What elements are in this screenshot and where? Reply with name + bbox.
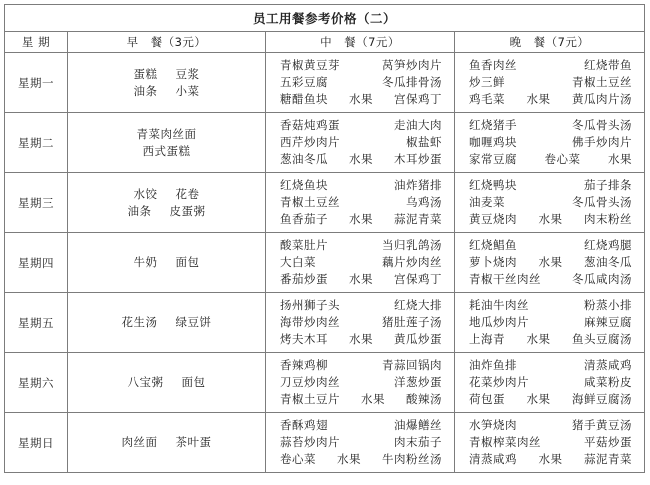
dish-line xyxy=(68,186,265,203)
dish-name: 红烧猪手 xyxy=(469,118,517,132)
table-row xyxy=(5,413,645,473)
dish-name: 猪手黄豆汤 xyxy=(572,418,633,432)
dish-name: 当归乳鸽汤 xyxy=(382,238,442,252)
dish-name: 扬州狮子头 xyxy=(280,298,340,312)
dish-name: 黄豆烧肉 xyxy=(469,212,517,226)
dish-line xyxy=(455,451,644,468)
dish-name: 清蒸咸鸡 xyxy=(584,358,633,372)
dish-name: 炒三鲜 xyxy=(469,75,505,89)
dish-name: 青菜肉丝面 xyxy=(136,126,197,141)
table-row xyxy=(5,173,645,233)
dish-name: 走油大肉 xyxy=(394,118,442,132)
dish-name: 上海青 xyxy=(469,332,505,346)
lunch-cell xyxy=(266,113,455,173)
dish-name: 乌鸡汤 xyxy=(406,195,442,209)
dish-name: 鱼香肉丝 xyxy=(469,58,517,72)
dish-line xyxy=(266,357,454,374)
dish-line xyxy=(455,177,644,194)
lunch-cell xyxy=(266,413,455,473)
dish-line xyxy=(68,314,265,331)
dish-line xyxy=(455,297,644,314)
dish-name: 豆浆 xyxy=(175,66,200,81)
dish-name: 水果 xyxy=(349,92,373,106)
dish-name: 花卷 xyxy=(175,186,200,201)
header-breakfast: 早 餐（3元） xyxy=(68,32,266,53)
table-row xyxy=(5,233,645,293)
dish-name: 番茄炒蛋 xyxy=(280,272,328,286)
dish-name: 冬瓜骨头汤 xyxy=(572,195,633,209)
dish-name: 青椒土豆丝 xyxy=(280,195,340,209)
dish-name: 香酥鸡翅 xyxy=(280,418,328,432)
dish-line xyxy=(266,374,454,391)
dish-name: 黄瓜炒蛋 xyxy=(394,332,442,346)
dish-line xyxy=(266,254,454,271)
dish-name: 刀豆炒肉丝 xyxy=(280,375,340,389)
day-cell: 星期日 xyxy=(5,413,68,473)
dish-name: 水果 xyxy=(538,255,563,269)
dish-name: 牛肉粉丝汤 xyxy=(382,452,442,466)
dish-line xyxy=(266,271,454,288)
dish-name: 水果 xyxy=(526,392,551,406)
dish-line xyxy=(266,237,454,254)
dinner-cell xyxy=(455,353,645,413)
dish-name: 花生汤 xyxy=(121,315,158,329)
dish-line xyxy=(68,203,265,220)
dish-line xyxy=(455,417,644,434)
dish-name: 油条 xyxy=(133,83,158,98)
dish-line xyxy=(455,211,644,228)
table-row xyxy=(5,113,645,173)
dish-name: 皮蛋粥 xyxy=(169,203,206,218)
dish-name: 莴笋炒肉片 xyxy=(382,58,442,72)
dish-name: 咸菜粉皮 xyxy=(584,375,633,389)
dish-name: 蛋糕 xyxy=(133,66,158,81)
dish-name: 西芹炒肉片 xyxy=(280,135,340,149)
dinner-cell xyxy=(455,113,645,173)
dish-name: 青椒土豆片 xyxy=(280,392,340,406)
dish-line xyxy=(455,357,644,374)
dinner-cell xyxy=(455,293,645,353)
dish-line xyxy=(68,374,265,391)
dish-name: 水果 xyxy=(349,332,373,346)
dish-name: 鱼香茄子 xyxy=(280,212,328,226)
dish-name: 水笋烧肉 xyxy=(469,418,517,432)
dish-name: 水果 xyxy=(349,212,373,226)
dish-line xyxy=(455,151,644,168)
dish-name: 咖喱鸡块 xyxy=(469,135,517,149)
dish-line xyxy=(266,297,454,314)
dish-name: 水果 xyxy=(349,272,373,286)
dish-name: 青椒黄豆芽 xyxy=(280,58,340,72)
dish-name: 红烧鲳鱼 xyxy=(469,238,517,252)
dinner-cell xyxy=(455,53,645,113)
dish-name: 水果 xyxy=(608,152,632,166)
dish-name: 红烧鱼块 xyxy=(280,178,328,192)
dish-name: 八宝粥 xyxy=(127,375,164,389)
lunch-cell xyxy=(266,173,455,233)
dish-name: 麻辣豆腐 xyxy=(584,315,633,329)
dish-name: 粉蒸小排 xyxy=(584,298,633,312)
dish-name: 水果 xyxy=(337,452,361,466)
dish-name: 藕片炒肉丝 xyxy=(382,255,442,269)
dish-name: 花菜炒肉片 xyxy=(469,375,529,389)
table-body xyxy=(5,53,645,473)
dish-name: 蒜泥青菜 xyxy=(584,452,632,466)
dish-line xyxy=(266,211,454,228)
dish-line xyxy=(455,374,644,391)
dish-line xyxy=(266,417,454,434)
dish-line xyxy=(266,117,454,134)
dish-name: 肉末粉丝 xyxy=(584,212,632,226)
dish-name: 宫保鸡丁 xyxy=(394,92,442,106)
dish-name: 肉丝面 xyxy=(121,435,158,449)
dish-name: 蒜苔炒肉片 xyxy=(280,435,340,449)
dish-name: 宫保鸡丁 xyxy=(394,272,442,286)
dish-name: 葱油冬瓜 xyxy=(584,255,632,269)
dish-name: 家常豆腐 xyxy=(469,152,517,166)
dish-name: 红烧鸡腿 xyxy=(584,238,633,252)
dish-line xyxy=(68,83,265,100)
header-day: 星 期 xyxy=(5,32,68,53)
dish-line xyxy=(455,194,644,211)
dish-name: 冬瓜咸肉汤 xyxy=(572,272,633,286)
dish-name: 水果 xyxy=(349,152,373,166)
dish-line xyxy=(455,57,644,74)
dish-name: 青椒榨菜肉丝 xyxy=(469,435,541,449)
dish-line xyxy=(455,134,644,151)
dish-name: 黄瓜肉片汤 xyxy=(572,92,632,106)
meal-price-table xyxy=(4,4,645,473)
dish-name: 冬瓜骨头汤 xyxy=(572,118,633,132)
breakfast-cell xyxy=(68,293,266,353)
dish-name: 牛奶 xyxy=(133,255,158,269)
dish-name: 油爆鳝丝 xyxy=(394,418,442,432)
dish-name: 耗油牛肉丝 xyxy=(469,298,529,312)
lunch-cell xyxy=(266,293,455,353)
dish-name: 青蒜回锅肉 xyxy=(382,358,442,372)
dish-line xyxy=(266,74,454,91)
dish-line xyxy=(266,91,454,108)
dish-line xyxy=(266,151,454,168)
dish-name: 鸡毛菜 xyxy=(469,92,505,106)
day-cell: 星期三 xyxy=(5,173,68,233)
dish-line xyxy=(266,177,454,194)
lunch-cell xyxy=(266,53,455,113)
breakfast-cell xyxy=(68,233,266,293)
dish-name: 水果 xyxy=(526,332,551,346)
dish-name: 五彩豆腐 xyxy=(280,75,328,89)
dish-name: 鱼头豆腐汤 xyxy=(572,332,632,346)
dish-name: 海带炒肉丝 xyxy=(280,315,340,329)
dish-name: 酸辣汤 xyxy=(406,392,442,406)
day-cell: 星期二 xyxy=(5,113,68,173)
dish-name: 油炸猪排 xyxy=(394,178,442,192)
dish-name: 糖醋鱼块 xyxy=(280,92,328,106)
dish-name: 小菜 xyxy=(175,83,200,98)
dish-line xyxy=(266,194,454,211)
dish-name: 水果 xyxy=(538,452,563,466)
dish-name: 面包 xyxy=(175,255,200,269)
dish-line xyxy=(266,391,454,408)
table-title: 员工用餐参考价格（二） xyxy=(5,5,645,32)
dish-name: 冬瓜排骨汤 xyxy=(382,75,442,89)
breakfast-cell xyxy=(68,53,266,113)
breakfast-cell xyxy=(68,173,266,233)
dish-line xyxy=(68,143,265,160)
dish-name: 红烧鸭块 xyxy=(469,178,517,192)
dish-name: 茶叶蛋 xyxy=(175,435,212,449)
dish-line xyxy=(455,254,644,271)
dish-line xyxy=(266,434,454,451)
dish-line xyxy=(68,66,265,83)
dish-name: 卷心菜 xyxy=(544,152,581,166)
dish-line xyxy=(455,434,644,451)
dish-line xyxy=(68,254,265,271)
dish-name: 椒盐虾 xyxy=(406,135,442,149)
dish-line xyxy=(68,126,265,143)
dish-name: 水果 xyxy=(361,392,385,406)
dish-name: 水饺 xyxy=(133,186,158,201)
dish-line xyxy=(455,117,644,134)
header-dinner: 晚 餐（7元） xyxy=(455,32,645,53)
header-lunch: 中 餐（7元） xyxy=(266,32,455,53)
dish-name: 肉末茄子 xyxy=(394,435,442,449)
day-cell: 星期六 xyxy=(5,353,68,413)
dish-name: 烤夫木耳 xyxy=(280,332,328,346)
dinner-cell xyxy=(455,173,645,233)
dish-line xyxy=(455,391,644,408)
dish-line xyxy=(455,331,644,348)
dish-line xyxy=(455,74,644,91)
dish-name: 青椒土豆丝 xyxy=(572,75,633,89)
dish-name: 地瓜炒肉片 xyxy=(469,315,529,329)
dish-name: 酸菜肚片 xyxy=(280,238,328,252)
dish-line xyxy=(455,91,644,108)
dish-line xyxy=(68,434,265,451)
dish-name: 面包 xyxy=(181,375,206,389)
dish-name: 绿豆饼 xyxy=(175,315,212,329)
dish-name: 猪肚莲子汤 xyxy=(382,315,442,329)
dish-line xyxy=(455,237,644,254)
dish-name: 油条 xyxy=(127,203,152,218)
dish-name: 荷包蛋 xyxy=(469,392,505,406)
breakfast-cell xyxy=(68,353,266,413)
dish-name: 青椒干丝肉丝 xyxy=(469,272,541,286)
table-row xyxy=(5,53,645,113)
lunch-cell xyxy=(266,353,455,413)
dish-line xyxy=(266,57,454,74)
dish-line xyxy=(266,331,454,348)
day-cell: 星期四 xyxy=(5,233,68,293)
dinner-cell xyxy=(455,413,645,473)
dish-name: 葱油冬瓜 xyxy=(280,152,328,166)
dish-line xyxy=(266,451,454,468)
dish-name: 香菇炖鸡蛋 xyxy=(280,118,340,132)
dish-name: 海鲜豆腐汤 xyxy=(572,392,632,406)
lunch-cell xyxy=(266,233,455,293)
dish-name: 油炸鱼排 xyxy=(469,358,517,372)
dish-line xyxy=(266,134,454,151)
dish-line xyxy=(455,271,644,288)
dish-line xyxy=(455,314,644,331)
dish-name: 茄子排条 xyxy=(584,178,633,192)
dish-name: 洋葱炒蛋 xyxy=(394,375,442,389)
dish-name: 卷心菜 xyxy=(280,452,316,466)
dish-name: 香辣鸡柳 xyxy=(280,358,328,372)
dish-name: 油麦菜 xyxy=(469,195,505,209)
dish-name: 红烧大排 xyxy=(394,298,442,312)
dinner-cell xyxy=(455,233,645,293)
breakfast-cell xyxy=(68,413,266,473)
dish-name: 佛手炒肉片 xyxy=(572,135,633,149)
dish-name: 平菇炒蛋 xyxy=(584,435,633,449)
breakfast-cell xyxy=(68,113,266,173)
dish-name: 大白菜 xyxy=(280,255,316,269)
table-row xyxy=(5,293,645,353)
day-cell: 星期五 xyxy=(5,293,68,353)
dish-name: 红烧带鱼 xyxy=(584,58,633,72)
dish-name: 西式蛋糕 xyxy=(142,143,191,158)
dish-name: 木耳炒蛋 xyxy=(394,152,442,166)
dish-name: 蒜泥青菜 xyxy=(394,212,442,226)
dish-name: 水果 xyxy=(526,92,551,106)
table-row xyxy=(5,353,645,413)
dish-name: 萝卜烧肉 xyxy=(469,255,517,269)
dish-line xyxy=(266,314,454,331)
dish-name: 水果 xyxy=(538,212,563,226)
day-cell: 星期一 xyxy=(5,53,68,113)
dish-name: 清蒸咸鸡 xyxy=(469,452,517,466)
